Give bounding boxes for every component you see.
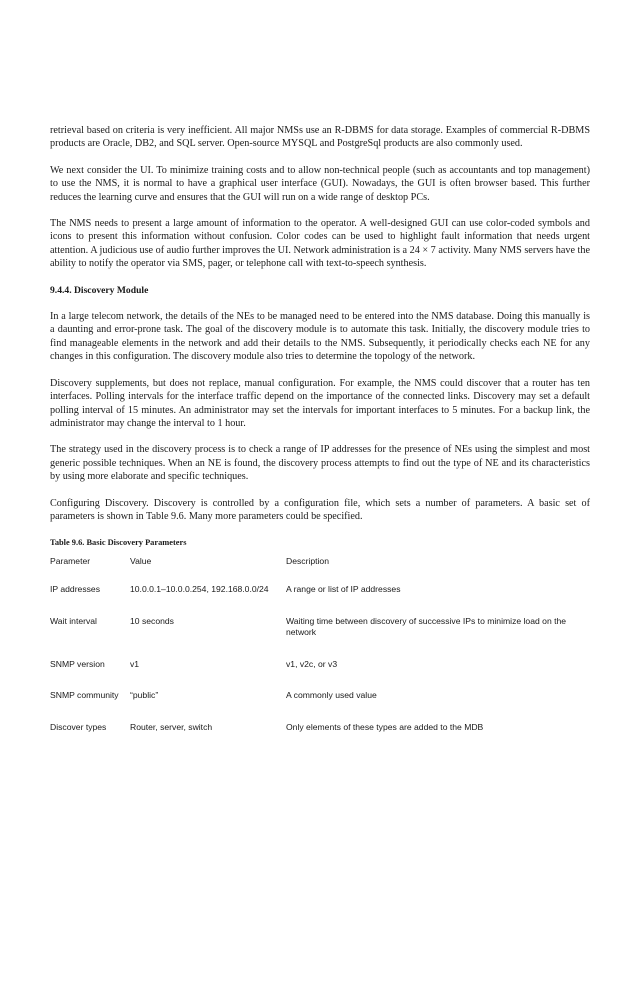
- cell-parameter: SNMP community: [50, 690, 119, 701]
- page-content: [50, 124, 590, 753]
- cell-description: A commonly used value: [286, 690, 377, 701]
- paragraph: The NMS needs to present a large amount of information to the operator. A well-designed GUI can use color-coded symbols and icons to present this information without confusion. Color codes can be used to highlight fault information that needs urgent attention. A judicious use of audio further improves the UI. Network administration is a 24 × 7 activity. Many NMS servers have the ability to notify the operator via SMS, pager, or telephone call with text-to-speech synthesis.: [50, 218, 590, 270]
- cell-description: Only elements of these types are added to the MDB: [286, 721, 484, 732]
- cell-value: v1: [130, 658, 140, 669]
- table-row: [50, 690, 590, 702]
- cell-description: A range or list of IP addresses: [286, 584, 401, 595]
- paragraph: The strategy used in the discovery process is to check a range of IP addresses for the presence of NEs using the simplest and most generic possible techniques. When an NE is found, the discovery process attempts to find out the type of NE and its characteristics by using more elaborate and specific techniques.: [50, 444, 590, 483]
- table-caption: Table 9.6. Basic Discovery Parameters: [50, 538, 187, 548]
- cell-description: Waiting time between discovery of successive IPs to minimize load on the network: [286, 615, 567, 638]
- table-row: [50, 722, 590, 734]
- header-parameter: Parameter: [50, 555, 91, 566]
- parameters-table: [50, 556, 590, 734]
- table-header-row: [50, 556, 590, 568]
- paragraph: Configuring Discovery. Discovery is controlled by a configuration file, which sets a number of parameters. A basic set of parameters is shown in Table 9.6. Many more parameters could be specified.: [50, 497, 590, 522]
- cell-parameter: Wait interval: [50, 615, 97, 626]
- cell-description: v1, v2c, or v3: [286, 658, 338, 669]
- cell-parameter: IP addresses: [50, 584, 101, 595]
- cell-value: 10 seconds: [130, 615, 174, 626]
- paragraph: In a large telecom network, the details of the NEs to be managed need to be entered into the NMS database. Doing this manually is a daunting and error-prone task. The goal of the discovery module is to automate this task. Initially, the discovery module tries to find manageable elements in the network and add their details to the NMS. Subsequently, it periodically checks each NE for any changes in this configuration. The discovery module also tries to determine the topology of the network.: [50, 311, 590, 363]
- paragraph: retrieval based on criteria is very inefficient. All major NMSs use an R-DBMS for data storage. Examples of commercial R-DBMS products are Oracle, DB2, and SQL server. Open-source MYSQL and PostgreSql products are also commonly used.: [50, 125, 590, 150]
- cell-parameter: SNMP version: [50, 658, 105, 669]
- table-row: [50, 659, 590, 671]
- cell-parameter: Discover types: [50, 721, 107, 732]
- cell-value: Router, server, switch: [130, 721, 213, 732]
- table-row: [50, 616, 590, 639]
- header-description: Description: [286, 555, 329, 566]
- paragraph: Discovery supplements, but does not replace, manual configuration. For example, the NMS could discover that a router has ten interfaces. Polling intervals for the interface traffic depend on the importance of the connected links. Discovery may set a default polling interval of 15 minutes. An administrator may set the intervals for important interfaces to 5 minutes. For a backup link, the administrator may change the interval to 1 hour.: [50, 377, 590, 429]
- table-row: [50, 584, 590, 596]
- cell-value: “public”: [130, 690, 159, 701]
- paragraph: We next consider the UI. To minimize training costs and to allow non-technical people (such as accountants and top management) to use the NMS, it is normal to have a graphical user interface (GUI). Nowadays, the GUI is often browser based. This further reduces the learning curve and ensures that the GUI will run on a wide range of desktop PCs.: [50, 164, 590, 203]
- header-value: Value: [130, 555, 152, 566]
- cell-value: 10.0.0.1–10.0.0.254, 192.168.0.0/24: [130, 584, 269, 595]
- section-heading: 9.4.4. Discovery Module: [50, 284, 149, 296]
